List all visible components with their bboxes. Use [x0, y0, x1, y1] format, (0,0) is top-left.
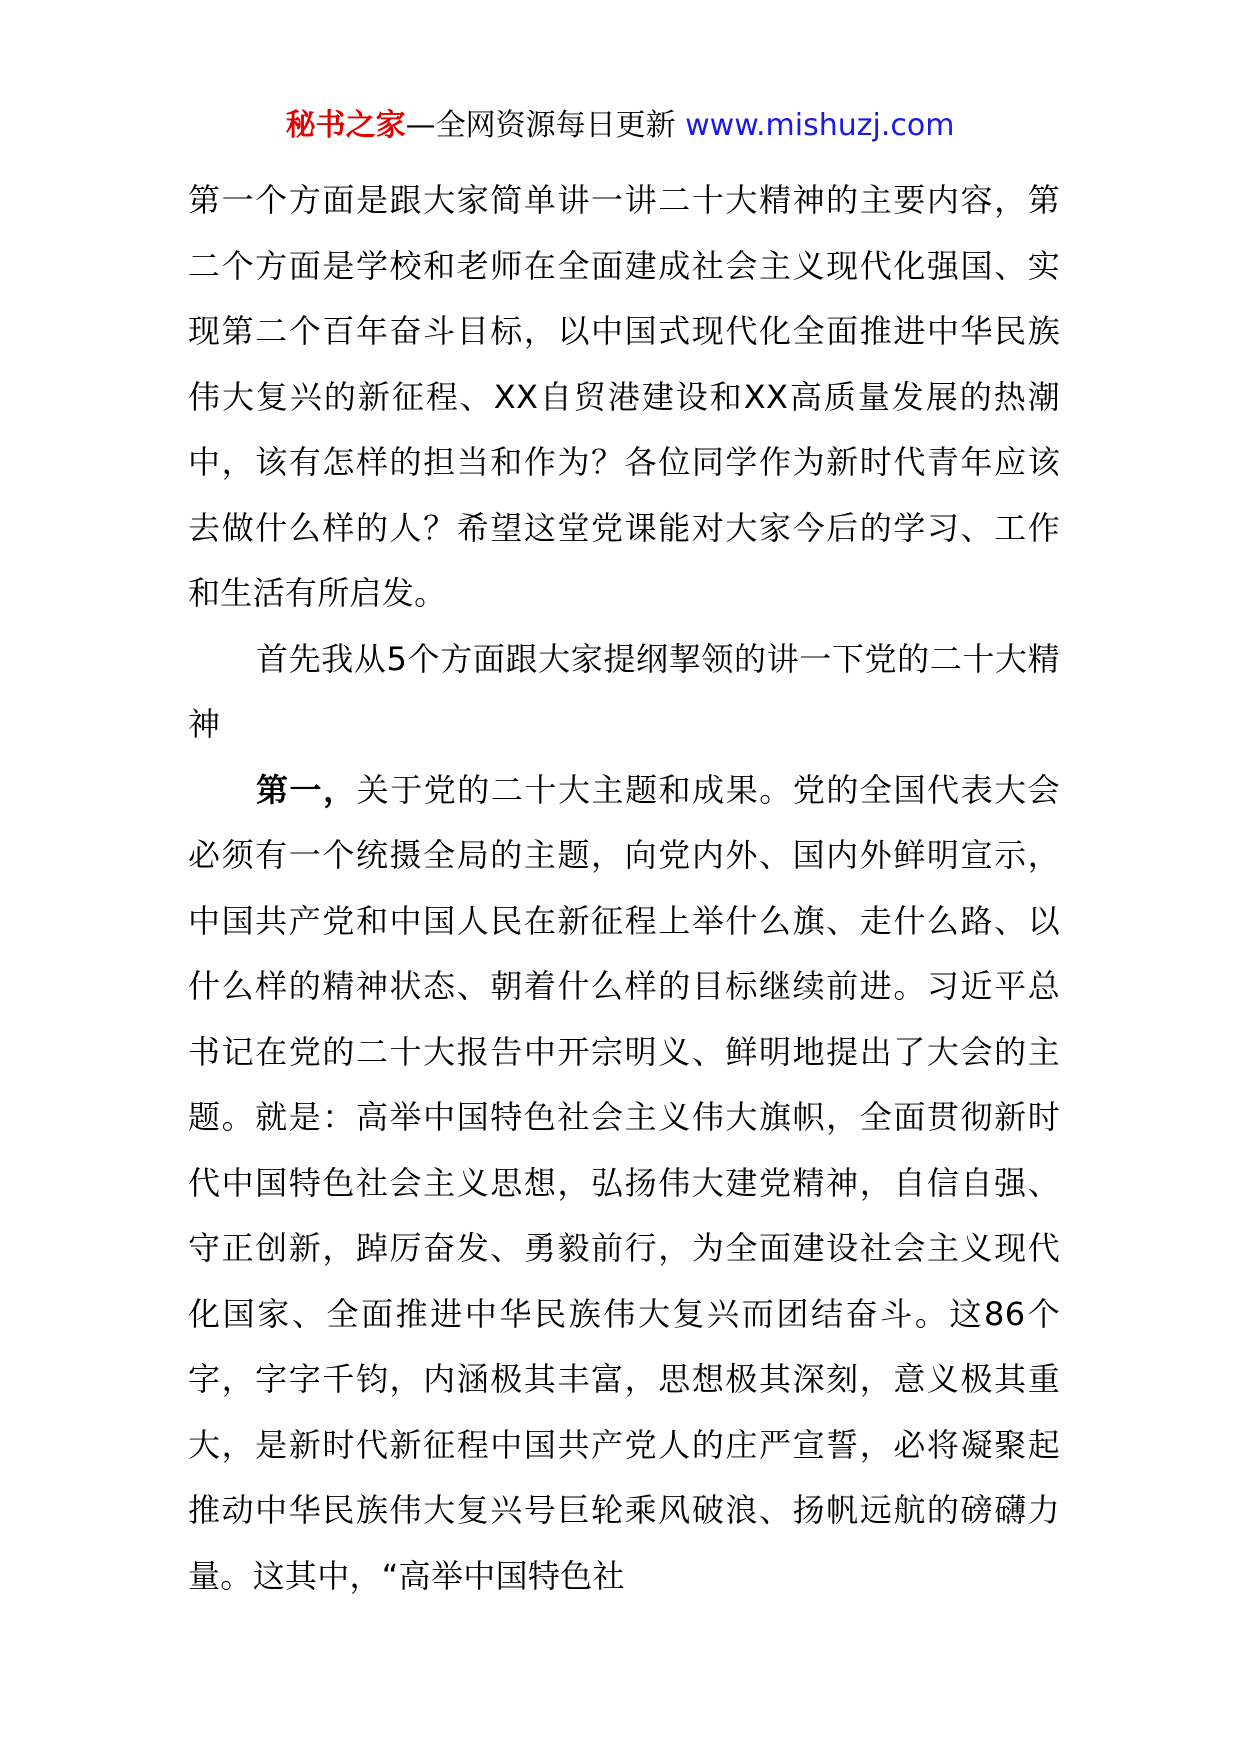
- paragraph-outline: 首先我从5个方面跟大家提纲挈领的讲一下党的二十大精神: [188, 639, 1060, 743]
- paragraph-intro: 第一个方面是跟大家简单讲一讲二十大精神的主要内容，第二个方面是学校和老师在全面建成社会主义现代化强国、实现第二个百年奋斗目标，以中国式现代化全面推进中华民族伟大复兴的新征程、XX自贸港建设和XX高质量发展的热潮中，该有怎样的担当和作为？各位同学作为新时代青年应该去做什么样的人？希望这堂党课能对大家今后的学习、工作和生活有所启发。: [188, 181, 1060, 612]
- header-slogan: —全网资源每日更新: [405, 108, 686, 143]
- header-brand: 秘书之家: [285, 108, 406, 143]
- document-body: [188, 168, 1060, 1609]
- paragraph-lead-bold: 第一，: [256, 770, 357, 809]
- header-url-link[interactable]: www.mishuzj.com: [685, 108, 955, 143]
- paragraph-first-point: [188, 758, 1060, 1610]
- paragraph-first-point-text: 关于党的二十大主题和成果。党的全国代表大会必须有一个统摄全局的主题，向党内外、国内外鲜明宣示，中国共产党和中国人民在新征程上举什么旗、走什么路、以什么样的精神状态、朝着什么样的目标继续前进。习近平总书记在党的二十大报告中开宗明义、鲜明地提出了大会的主题。就是：高举中国特色社会主义伟大旗帜，全面贯彻新时代中国特色社会主义思想，弘扬伟大建党精神，自信自强、守正创新，踔厉奋发、勇毅前行，为全面建设社会主义现代化国家、全面推进中华民族伟大复兴而团结奋斗。这86个字，字字千钧，内涵极其丰富，思想极其深刻，意义极其重大，是新时代新征程中国共产党人的庄严宣誓，必将凝聚起推动中华民族伟大复兴号巨轮乘风破浪、扬帆远航的磅礴力量。这其中，“高举中国特色社: [188, 770, 1060, 1595]
- page-header: [0, 104, 1240, 148]
